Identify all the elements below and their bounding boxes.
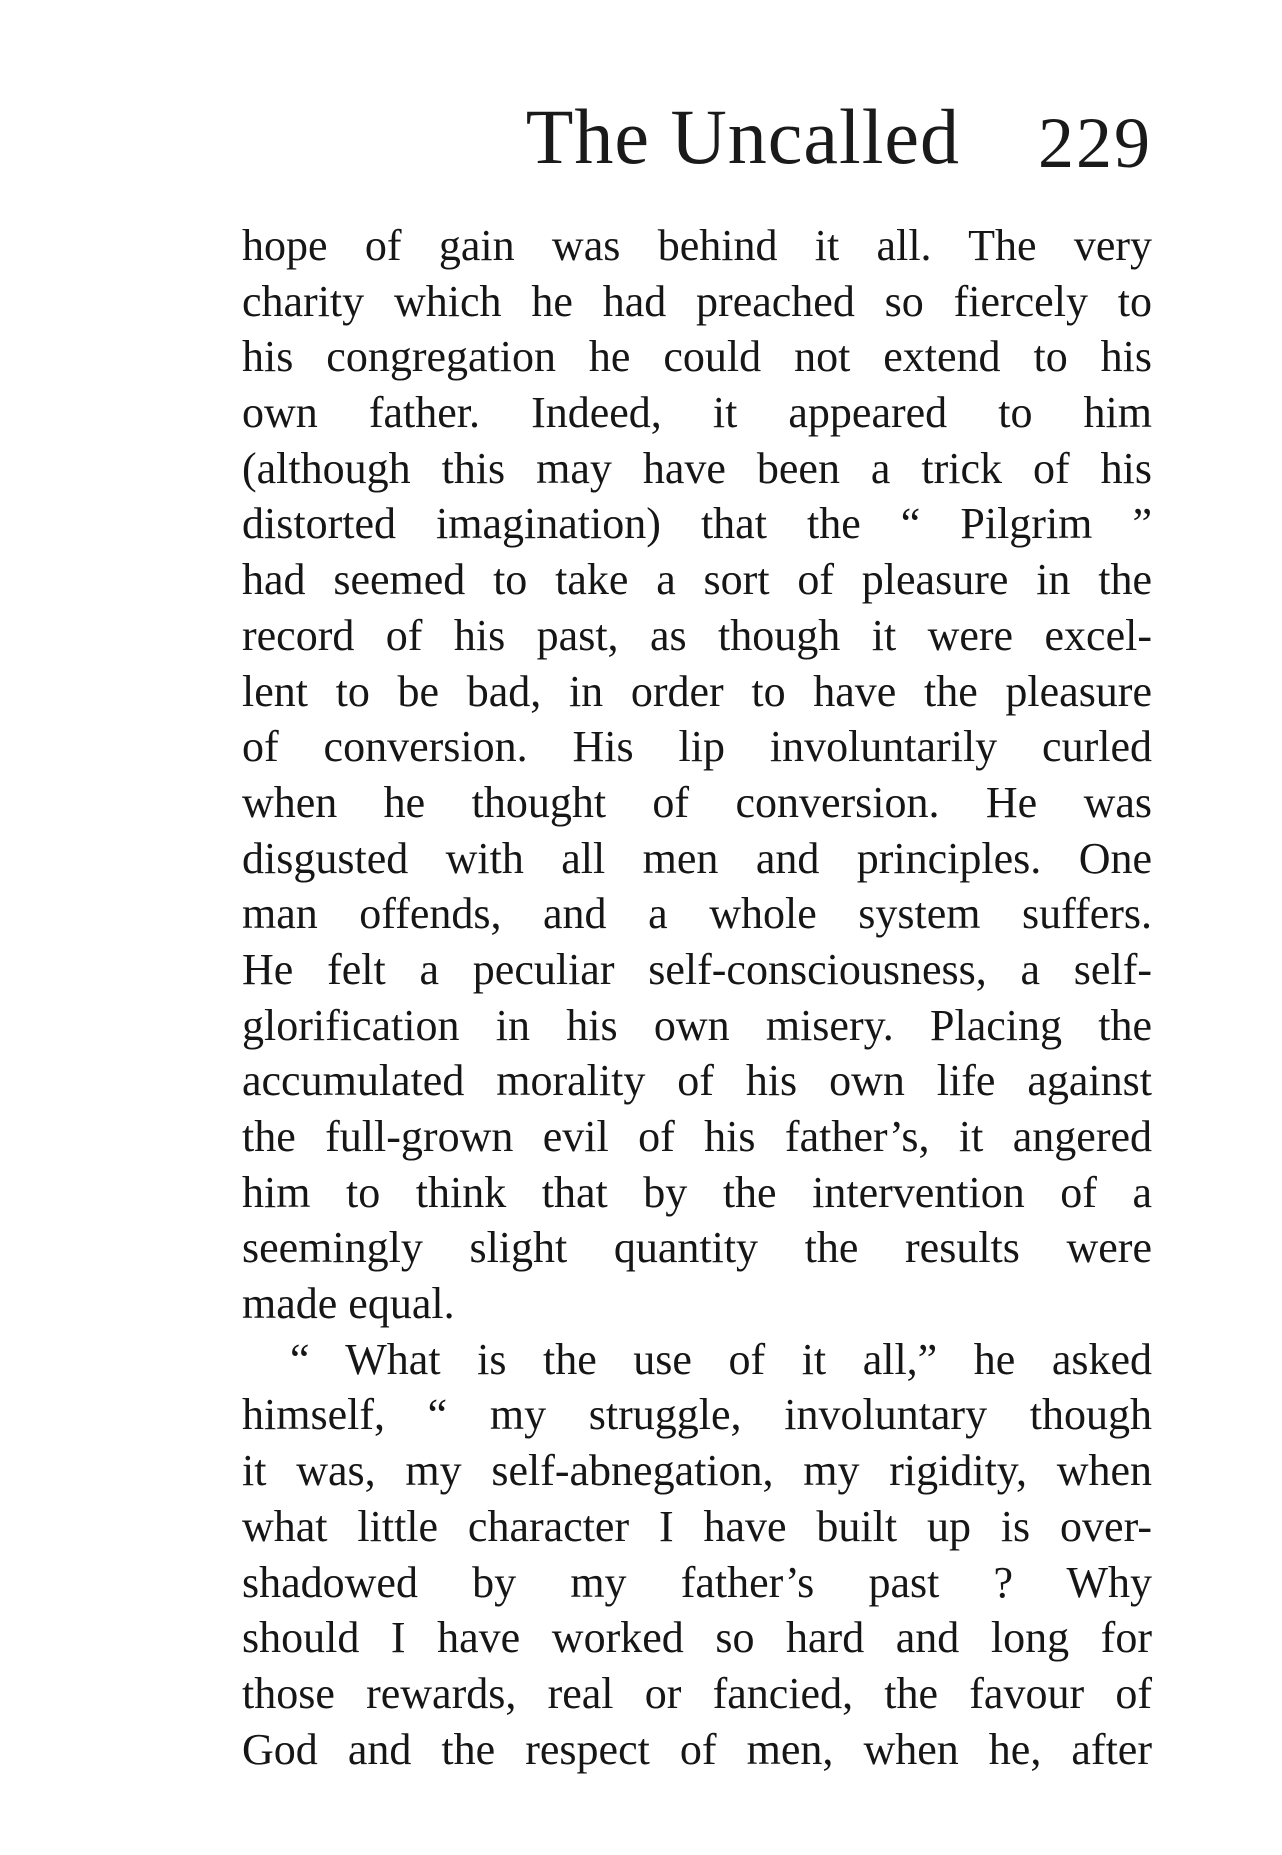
text-line: record of his past, as though it were excel-: [242, 610, 1152, 660]
text-line: hope of gain was behind it all. The very: [242, 221, 1152, 270]
text-line: had seemed to take a sort of pleasure in the: [242, 555, 1152, 605]
paragraph-start-line: “ What is the use of it all,” he asked: [290, 1334, 1152, 1384]
text-line: glorification in his own misery. Placing the: [242, 1000, 1152, 1050]
text-line: his congregation he could not extend to his: [242, 332, 1152, 382]
text-line: himself, “ my struggle, involuntary though: [242, 1390, 1152, 1440]
text-line: accumulated morality of his own life against: [242, 1056, 1152, 1106]
text-line: should I have worked so hard and long for: [242, 1613, 1152, 1663]
text-line: He felt a peculiar self-consciousness, a self-: [242, 944, 1152, 994]
text-line: (although this may have been a trick of his: [242, 443, 1152, 493]
text-line: shadowed by my father’s past ? Why: [242, 1557, 1152, 1607]
running-title: The Uncalled: [525, 93, 960, 180]
text-line: him to think that by the intervention of a: [242, 1167, 1152, 1217]
running-header: [242, 92, 1152, 182]
paragraph-end-line: made equal.: [242, 1279, 455, 1329]
text-line: distorted imagination) that the “ Pilgrim ”: [242, 499, 1152, 549]
text-line: of conversion. His lip involuntarily curled: [242, 722, 1152, 772]
text-line: disgusted with all men and principles. One: [242, 833, 1152, 883]
text-line: own father. Indeed, it appeared to him: [242, 388, 1152, 438]
text-line: God and the respect of men, when he, after: [242, 1724, 1152, 1774]
body-text: [242, 218, 1152, 1777]
text-line: it was, my self-abnegation, my rigidity, when: [242, 1446, 1152, 1496]
text-line: the full-grown evil of his father’s, it angered: [242, 1112, 1152, 1161]
text-line: lent to be bad, in order to have the pleasure: [242, 666, 1152, 716]
text-line: charity which he had preached so fiercely to: [242, 276, 1152, 326]
text-line: when he thought of conversion. He was: [242, 777, 1152, 827]
page-number: 229: [1038, 103, 1152, 183]
text-line: seemingly slight quantity the results were: [242, 1223, 1152, 1273]
text-line: what little character I have built up is over-: [242, 1501, 1152, 1551]
text-line: those rewards, real or fancied, the favour of: [242, 1668, 1152, 1718]
text-line: man offends, and a whole system suffers.: [242, 889, 1152, 939]
